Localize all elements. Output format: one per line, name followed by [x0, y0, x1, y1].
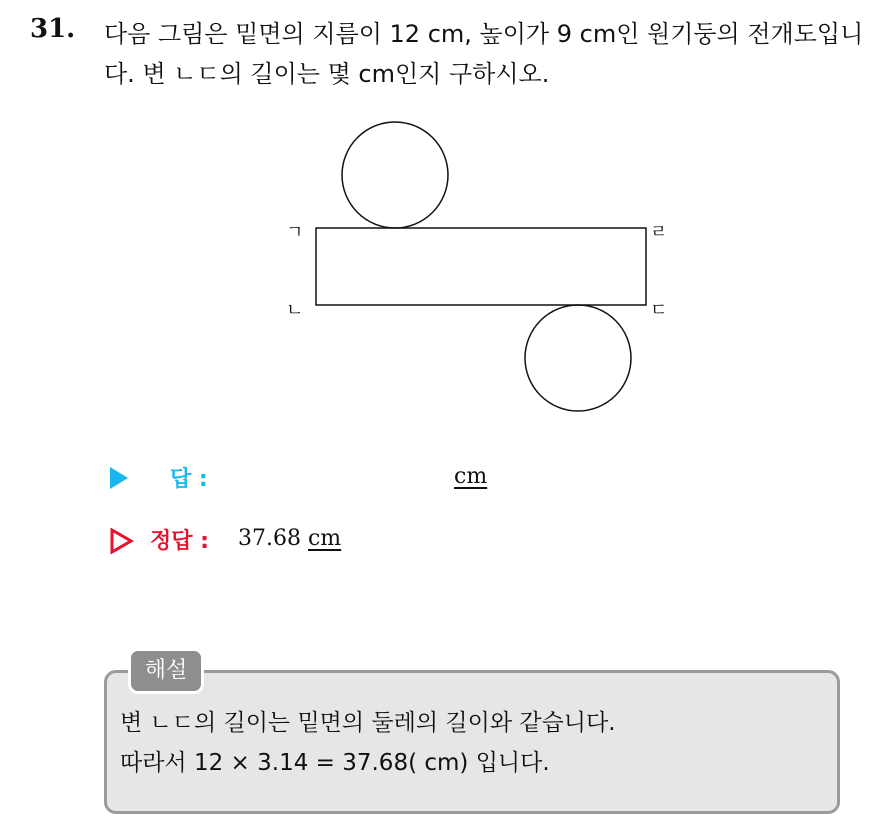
- correct-answer-label: 정답 :: [150, 529, 209, 554]
- explanation-tab: 해설: [128, 648, 204, 694]
- outline-arrow-icon: [110, 528, 134, 554]
- bottom-base-circle: [525, 305, 631, 411]
- question-number: 31.: [30, 14, 76, 44]
- top-base-circle: [342, 122, 448, 228]
- vertex-label-bottom-left: ㄴ: [286, 300, 304, 321]
- explanation-box: [104, 670, 840, 814]
- correct-answer-value: [238, 526, 341, 551]
- explanation-line-2: 따라서 12 × 3.14 = 37.68( cm) 입니다.: [120, 750, 550, 776]
- question-text: 다음 그림은 밑면의 지름이 12 cm, 높이가 9 cm인 원기둥의 전개도입니다. 변 ㄴㄷ의 길이는 몇 cm인지 구하시오.: [104, 20, 864, 88]
- correct-answer-number: 37.68: [238, 526, 301, 551]
- correct-answer-row: [110, 524, 610, 558]
- answer-unit: cm: [454, 464, 488, 489]
- play-arrow-icon: [110, 467, 128, 489]
- vertex-label-top-left: ㄱ: [286, 222, 304, 243]
- correct-answer-unit: cm: [307, 526, 342, 551]
- explanation-line-1: 변 ㄴㄷ의 길이는 밑면의 둘레의 길이와 같습니다.: [120, 710, 616, 736]
- vertex-label-bottom-right: ㄷ: [650, 300, 668, 321]
- lateral-rectangle: [316, 228, 646, 305]
- cylinder-net-figure: [280, 118, 690, 418]
- vertex-label-top-right: ㄹ: [650, 222, 668, 243]
- answer-label: 답 :: [170, 467, 208, 492]
- cylinder-net-diagram: [280, 118, 690, 418]
- answer-row: [110, 462, 610, 494]
